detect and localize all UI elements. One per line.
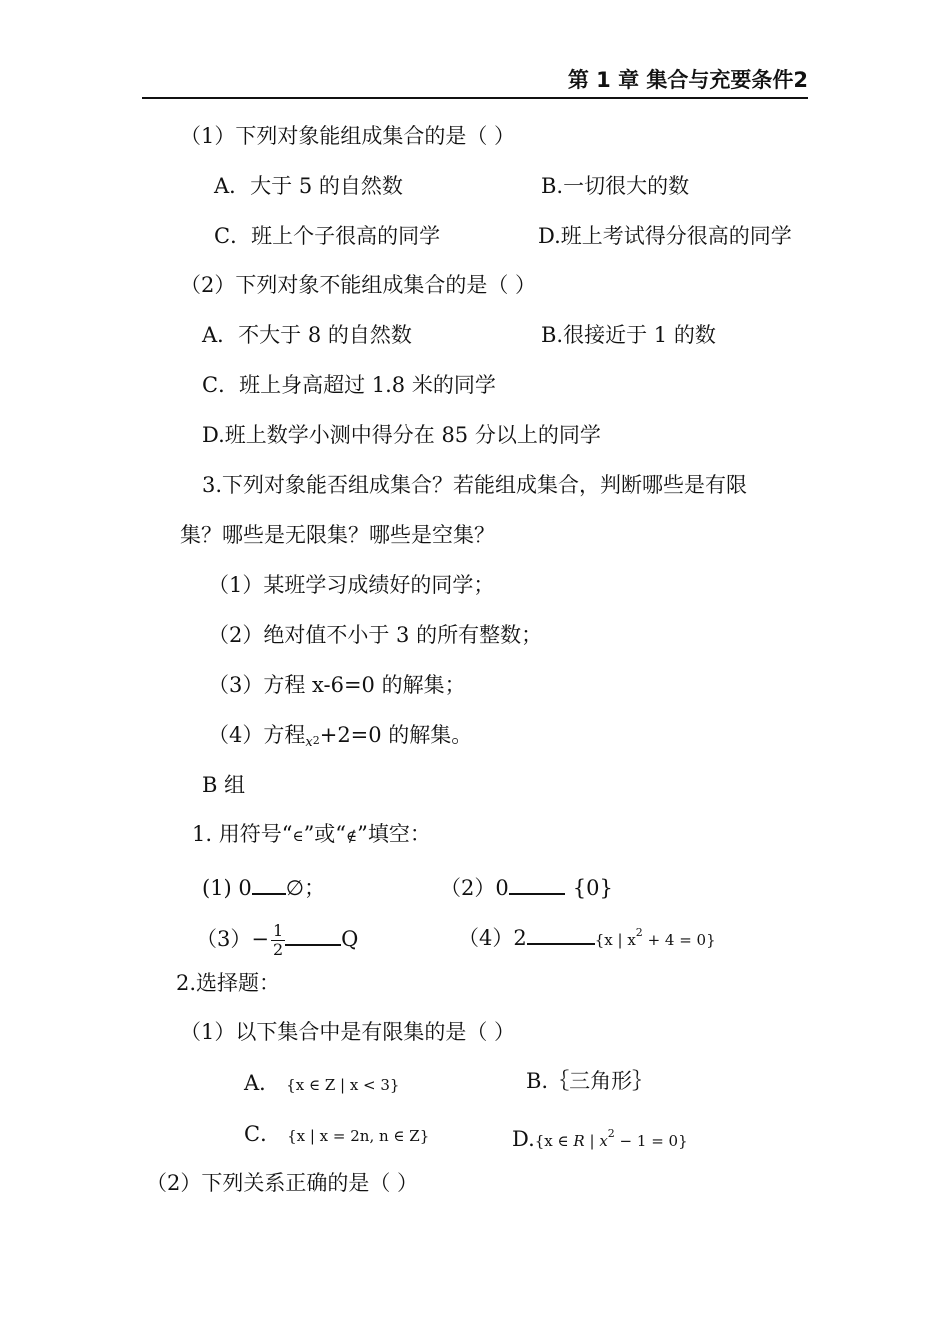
fill-item-2 [440,871,613,902]
fraction-numerator: 1 [272,921,284,940]
q2-option-a: A．不大于 8 的自然数 [202,323,412,347]
q3-item-3: （3）方程 x-6=0 的解集； [208,673,466,697]
header-divider [142,97,808,99]
fill-item-3-pre: （3） [196,927,252,951]
choice-section-label: 2.选择题： [176,971,281,995]
element-of-symbol: ∈ [292,827,304,845]
fill-item-3 [196,916,358,959]
choice-option-d-math-a: {x ∈ [534,1132,574,1150]
q2-option-d: D.班上数学小测中得分在 85 分以上的同学 [202,423,601,447]
fill-item-1-pre: (1) 0 [202,876,252,900]
choice-option-c-math: {x | x = 2n, n ∈ Z} [287,1127,430,1145]
q1-option-a: A．大于 5 的自然数 [214,174,403,198]
q2-option-b: B.很接近于 1 的数 [541,323,716,347]
fill-stem-post: ”填空： [357,822,431,846]
q3-item-4-exp: 2 [312,734,320,747]
choice-option-c [244,1120,429,1150]
q3-item-2: （2）绝对值不小于 3 的所有整数； [208,623,543,647]
page-header-title: 第 1 章 集合与充要条件2 [567,68,808,92]
q2-option-c: C．班上身高超过 1.8 米的同学 [202,373,496,397]
choice-option-d-math-r: R [573,1132,585,1150]
choice-option-b: B.｛三角形｝ [526,1069,654,1093]
fill-item-1 [202,871,325,902]
q3-stem-line1: 3.下列对象能否组成集合？若能组成集合，判断哪些是有限 [202,473,748,497]
q1-option-d: D.班上考试得分很高的同学 [538,224,792,248]
fill-item-1-post: ∅； [285,876,326,900]
q3-stem-line2: 集？哪些是无限集？哪些是空集？ [180,523,495,547]
fill-item-4 [458,919,716,954]
fill-item-4-set-b: + 4 = 0} [642,931,716,949]
q3-item-4 [208,721,472,757]
choice-option-d-math-exp: 2 [607,1127,615,1140]
answer-blank-3[interactable] [285,916,341,946]
group-b-label: B 组 [202,773,246,797]
choice-option-c-label: C． [244,1122,282,1146]
fill-item-2-post: {0} [572,876,613,900]
fill-stem-mid: ”或“ [303,822,347,846]
q3-item-4-post: +2=0 的解集。 [319,723,473,747]
answer-blank-2[interactable] [509,871,565,895]
fill-in-stem [192,820,431,850]
choice-option-a-math: {x ∈ Z | x < 3} [286,1076,400,1094]
fraction-denominator: 2 [272,940,284,959]
answer-blank-1[interactable] [252,871,286,895]
choice-option-a [244,1069,399,1099]
q3-item-4-pre: （4）方程 [208,723,306,747]
fill-item-4-exp: 2 [635,926,643,939]
choice-option-d [512,1120,688,1155]
choice-option-d-math-c: − 1 = 0} [614,1132,688,1150]
q1-stem: （1）下列对象能组成集合的是（ ） [180,124,516,148]
choice-option-a-label: A． [244,1071,281,1095]
q2-stem: （2）下列对象不能组成集合的是（ ） [180,273,537,297]
choice-option-d-math-b: | [584,1132,600,1150]
q1-option-c: C．班上个子很高的同学 [214,224,441,248]
fill-stem-pre: 1. 用符号“ [192,822,293,846]
choice-q1-stem: （1）以下集合中是有限集的是（ ） [180,1020,516,1044]
q1-option-b: B.一切很大的数 [541,174,690,198]
fraction-one-half [271,922,285,959]
fill-item-3-post: Q [341,927,359,951]
q3-item-1: （1）某班学习成绩好的同学； [208,573,495,597]
q3-item-4-var: x [305,735,313,750]
fill-item-4-pre: （4）2 [458,926,527,950]
fill-item-2-pre: （2）0 [440,876,509,900]
choice-option-d-math-x: x [599,1132,608,1150]
choice-q2-stem: （2）下列关系正确的是（ ） [146,1171,419,1195]
fill-item-4-set-a: {x | x [594,931,636,949]
minus-sign: − [251,927,269,951]
answer-blank-4[interactable] [527,921,595,945]
not-element-of-symbol: ∉ [346,827,358,845]
choice-option-d-label: D. [512,1127,535,1151]
